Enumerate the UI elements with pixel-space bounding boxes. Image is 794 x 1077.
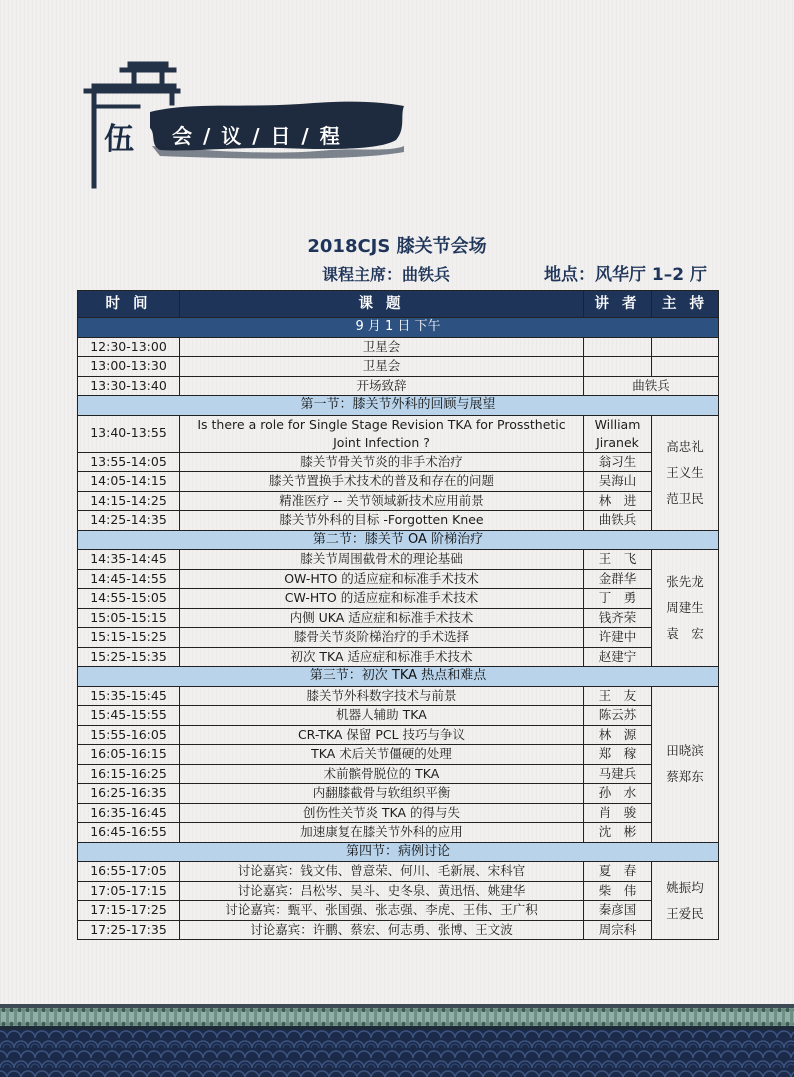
table-row	[78, 511, 719, 531]
table-row	[78, 881, 719, 901]
row-time: 16:05-16:15	[78, 745, 180, 765]
row-time: 16:55-17:05	[78, 862, 180, 882]
row-speaker: 周宗科	[584, 920, 652, 940]
course-chair: 课程主席：曲铁兵	[322, 265, 451, 284]
row-topic: 加速康复在膝关节外科的应用	[180, 823, 584, 843]
table-header-row	[78, 291, 719, 318]
row-time: 14:15-14:25	[78, 491, 180, 511]
row-time: 13:00-13:30	[78, 357, 180, 377]
row-time: 13:55-14:05	[78, 452, 180, 472]
host-name: 王爱民	[666, 905, 704, 921]
row-topic: 膝关节外科的目标 -Forgotten Knee	[180, 511, 584, 531]
header-speaker: 讲 者	[584, 291, 652, 318]
footer-decoration	[0, 998, 794, 1077]
row-topic: 卫星会	[180, 357, 584, 377]
host-name: 张先龙	[666, 574, 704, 589]
table-row	[78, 764, 719, 784]
row-topic: 讨论嘉宾：吕松岑、吴斗、史冬泉、黄迅悟、姚建华	[180, 881, 584, 901]
row-time: 15:25-15:35	[78, 647, 180, 667]
chapter-label: 伍	[104, 122, 134, 157]
row-speaker: 马建兵	[584, 764, 652, 784]
row-topic: 卫星会	[180, 337, 584, 357]
row-time: 14:55-15:05	[78, 589, 180, 609]
row-speaker: 柴 伟	[584, 881, 652, 901]
table-row	[78, 472, 719, 492]
row-topic: TKA 术后关节僵硬的处理	[180, 745, 584, 765]
row-speaker: 郑 稼	[584, 745, 652, 765]
row-time: 12:30-13:00	[78, 337, 180, 357]
day-row	[78, 318, 719, 338]
table-row	[78, 725, 719, 745]
row-speaker: 孙 水	[584, 784, 652, 804]
table-row	[78, 920, 719, 940]
header-host: 主 持	[652, 291, 719, 318]
section-title: 第一节：膝关节外科的回顾与展望	[78, 396, 719, 416]
row-topic: 膝关节周围截骨术的理论基础	[180, 550, 584, 570]
row-topic: 创伤性关节炎 TKA 的得与失	[180, 803, 584, 823]
row-speaker: 赵建宁	[584, 647, 652, 667]
row-topic: 内侧 UKA 适应症和标准手术技术	[180, 608, 584, 628]
row-time: 16:25-16:35	[78, 784, 180, 804]
row-topic: 内翻膝截骨与软组织平衡	[180, 784, 584, 804]
row-time: 15:05-15:15	[78, 608, 180, 628]
section-title: 第四节：病例讨论	[78, 842, 719, 862]
row-time: 15:15-15:25	[78, 628, 180, 648]
host-name: 高忠礼	[666, 438, 704, 454]
host-name: 姚振均	[666, 879, 704, 895]
header-time: 时 间	[78, 291, 180, 318]
row-time: 14:35-14:45	[78, 550, 180, 570]
section-hosts	[652, 686, 719, 842]
row-speaker: 林 源	[584, 725, 652, 745]
row-topic: 膝关节外科数字技术与前景	[180, 686, 584, 706]
table-row	[78, 452, 719, 472]
host-name: 蔡郑东	[666, 769, 704, 784]
row-speaker	[584, 357, 652, 377]
section-hosts	[652, 415, 719, 530]
row-time: 17:05-17:15	[78, 881, 180, 901]
row-time: 15:45-15:55	[78, 706, 180, 726]
table-row	[78, 415, 719, 452]
row-time: 14:25-14:35	[78, 511, 180, 531]
header-decoration	[0, 0, 794, 200]
header-topic: 课 题	[180, 291, 584, 318]
table-row	[78, 647, 719, 667]
table-row	[78, 628, 719, 648]
row-speaker: William Jiranek	[584, 415, 652, 452]
host-name: 袁 宏	[666, 626, 704, 641]
row-time: 15:55-16:05	[78, 725, 180, 745]
row-topic: Is there a role for Single Stage Revision TKA for Prossthetic Joint Infection ?	[180, 415, 584, 452]
table-row	[78, 337, 719, 357]
row-topic: 开场致辞	[180, 376, 584, 396]
table-row	[78, 901, 719, 921]
row-topic: OW-HTO 的适应症和标准手术技术	[180, 569, 584, 589]
row-topic: 讨论嘉宾：甄平、张国强、张志强、李虎、王伟、王广积	[180, 901, 584, 921]
row-topic: 机器人辅助 TKA	[180, 706, 584, 726]
row-time: 15:35-15:45	[78, 686, 180, 706]
row-speaker: 许建中	[584, 628, 652, 648]
row-topic: 讨论嘉宾：许鹏、蔡宏、何志勇、张博、王文波	[180, 920, 584, 940]
host-name: 范卫民	[666, 490, 704, 506]
table-row	[78, 706, 719, 726]
schedule-table	[77, 290, 719, 940]
row-time: 13:40-13:55	[78, 415, 180, 452]
row-time: 14:05-14:15	[78, 472, 180, 492]
section-title: 第二节：膝关节 OA 阶梯治疗	[78, 530, 719, 550]
table-row	[78, 862, 719, 882]
row-topic: 术前髌骨脱位的 TKA	[180, 764, 584, 784]
row-time: 16:15-16:25	[78, 764, 180, 784]
row-topic: 膝关节骨关节炎的非手术治疗	[180, 452, 584, 472]
row-time: 16:45-16:55	[78, 823, 180, 843]
host-name: 周建生	[666, 600, 704, 615]
row-topic: 膝骨关节炎阶梯治疗的手术选择	[180, 628, 584, 648]
venue-location: 地点：风华厅 1–2 厅	[544, 265, 707, 285]
row-speaker: 陈云苏	[584, 706, 652, 726]
venue-title: 2018CJS 膝关节会场	[307, 236, 487, 257]
table-row	[78, 376, 719, 396]
row-time: 13:30-13:40	[78, 376, 180, 396]
row-topic: 初次 TKA 适应症和标准手术技术	[180, 647, 584, 667]
table-row	[78, 357, 719, 377]
row-speaker: 曲铁兵	[584, 511, 652, 531]
row-time: 17:25-17:35	[78, 920, 180, 940]
row-speaker: 夏 春	[584, 862, 652, 882]
table-row	[78, 686, 719, 706]
chapter-title: 会 / 议 / 日 / 程	[172, 124, 342, 148]
row-speaker: 肖 骏	[584, 803, 652, 823]
row-speaker: 翁习生	[584, 452, 652, 472]
row-host	[652, 357, 719, 377]
row-speaker	[584, 337, 652, 357]
row-speaker: 沈 彬	[584, 823, 652, 843]
section-hosts	[652, 862, 719, 940]
table-row	[78, 803, 719, 823]
row-topic: CR-TKA 保留 PCL 技巧与争议	[180, 725, 584, 745]
section-row	[78, 667, 719, 687]
row-speaker: 丁 勇	[584, 589, 652, 609]
row-time: 17:15-17:25	[78, 901, 180, 921]
host-name: 王义生	[666, 464, 704, 480]
table-row	[78, 550, 719, 570]
table-row	[78, 784, 719, 804]
row-speaker: 金群华	[584, 569, 652, 589]
row-topic: CW-HTO 的适应症和标准手术技术	[180, 589, 584, 609]
table-row	[78, 823, 719, 843]
row-speaker: 秦彦国	[584, 901, 652, 921]
table-row	[78, 491, 719, 511]
row-time: 14:45-14:55	[78, 569, 180, 589]
row-topic: 精准医疗 -- 关节领域新技术应用前景	[180, 491, 584, 511]
row-topic: 讨论嘉宾：钱文伟、曾意荣、何川、毛新展、宋科官	[180, 862, 584, 882]
section-title: 第三节：初次 TKA 热点和难点	[78, 667, 719, 687]
row-speaker: 吴海山	[584, 472, 652, 492]
row-speaker: 林 进	[584, 491, 652, 511]
row-speaker: 王 飞	[584, 550, 652, 570]
row-topic: 膝关节置换手术技术的普及和存在的问题	[180, 472, 584, 492]
table-row	[78, 608, 719, 628]
day-label: 9 月 1 日 下午	[78, 318, 719, 338]
row-host	[652, 337, 719, 357]
row-time: 16:35-16:45	[78, 803, 180, 823]
section-row	[78, 530, 719, 550]
table-row	[78, 745, 719, 765]
section-hosts	[652, 550, 719, 667]
host-name: 田晓滨	[666, 743, 704, 758]
section-row	[78, 842, 719, 862]
row-speaker: 曲铁兵	[584, 376, 719, 396]
table-row	[78, 569, 719, 589]
table-row	[78, 589, 719, 609]
row-speaker: 王 友	[584, 686, 652, 706]
section-row	[78, 396, 719, 416]
row-speaker: 钱齐荣	[584, 608, 652, 628]
